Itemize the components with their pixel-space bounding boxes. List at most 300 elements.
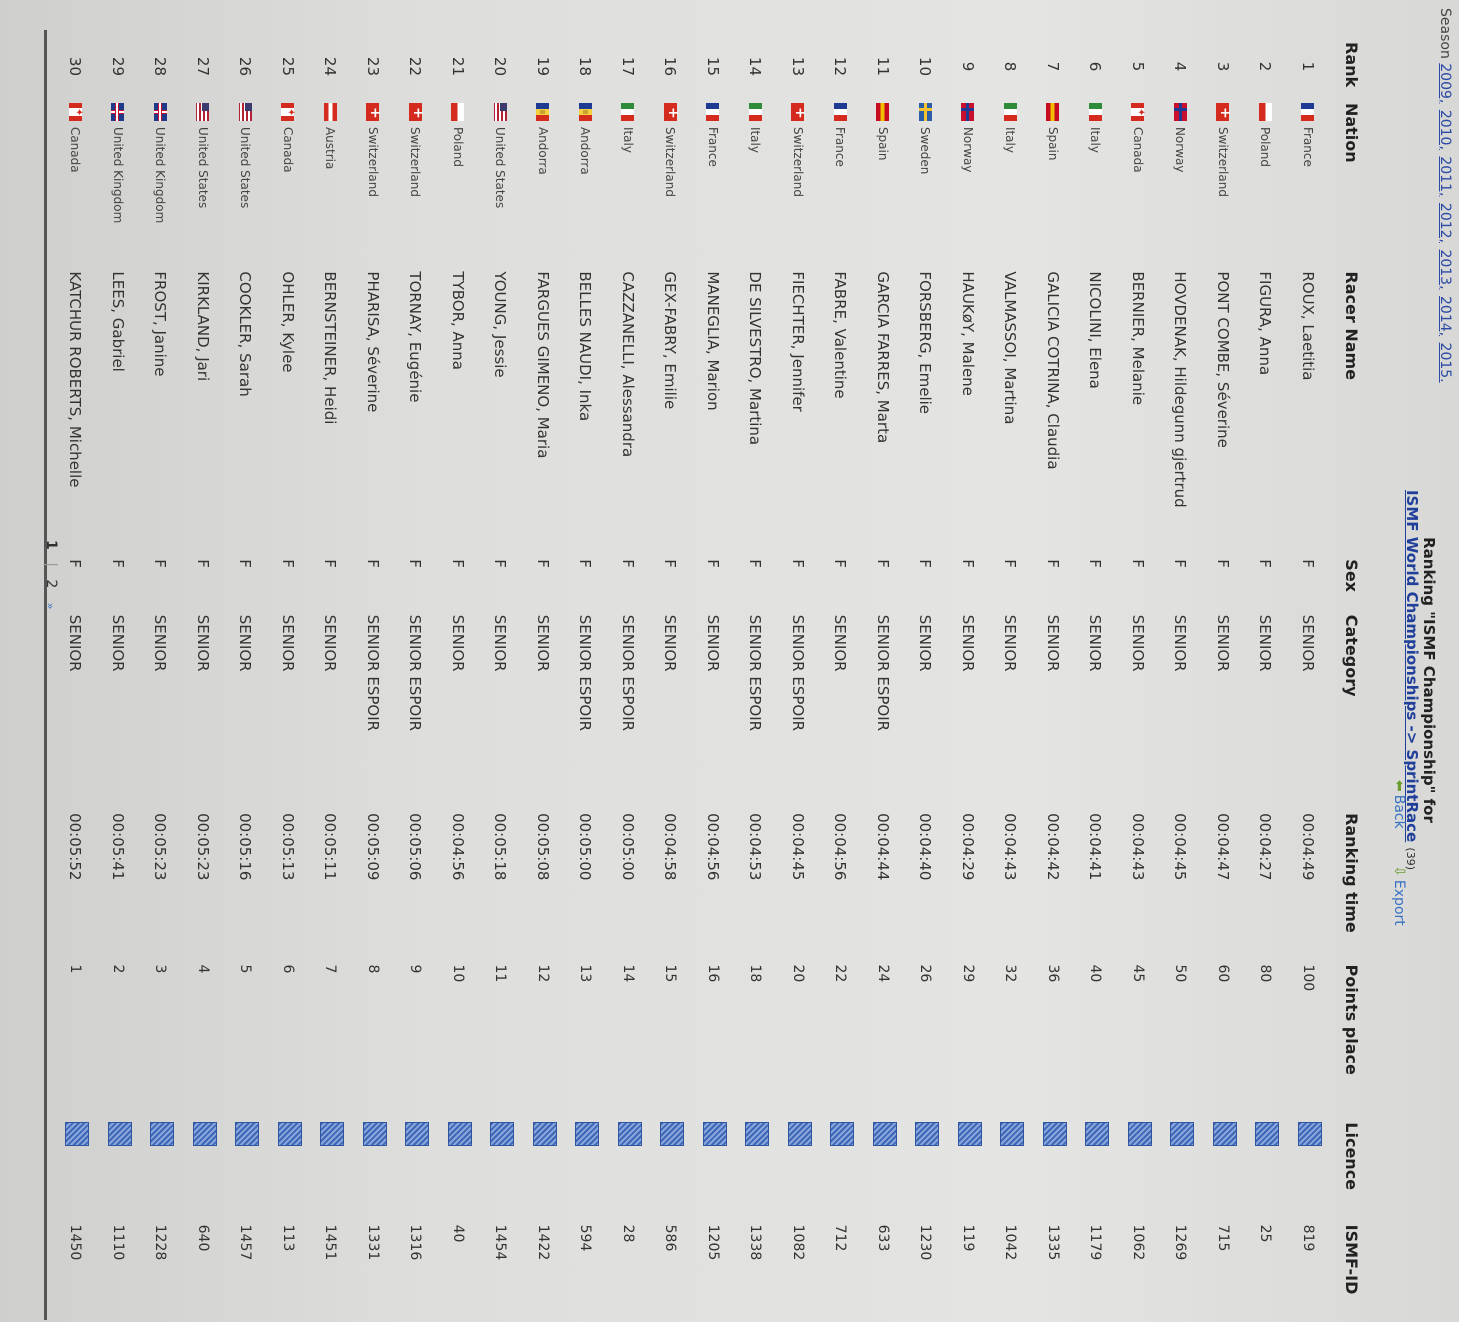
licence-icon[interactable] xyxy=(745,1122,769,1146)
sex-cell: F xyxy=(1256,559,1275,568)
table-row xyxy=(224,36,267,1304)
points-cell: 11 xyxy=(492,964,509,983)
flag-icon xyxy=(1089,103,1102,121)
licence-cell xyxy=(139,1116,182,1218)
nation-cell xyxy=(819,97,862,265)
ismf-id-cell: 633 xyxy=(874,1224,891,1252)
points-cell: 6 xyxy=(279,964,296,974)
sex-cell: F xyxy=(321,559,340,568)
table-row xyxy=(309,36,352,1304)
licence-cell xyxy=(564,1116,607,1218)
table-row xyxy=(522,36,565,1304)
licence-icon[interactable] xyxy=(1043,1122,1067,1146)
licence-cell xyxy=(1159,1116,1202,1218)
sex-cell: F xyxy=(533,559,552,568)
licence-cell xyxy=(649,1116,692,1218)
licence-cell xyxy=(1032,1116,1075,1218)
licence-cell xyxy=(607,1116,650,1218)
licence-cell xyxy=(394,1116,437,1218)
racer-name: KIRKLAND, Jari xyxy=(193,271,212,382)
rank-cell: 26 xyxy=(236,56,255,77)
flag-icon xyxy=(1259,103,1272,121)
nation-name: United States xyxy=(238,126,253,209)
flag-icon xyxy=(196,103,209,121)
sex-cell: F xyxy=(236,559,255,568)
nation-name: Switzerland xyxy=(408,126,423,197)
licence-cell xyxy=(1202,1116,1245,1218)
rank-cell: 21 xyxy=(448,56,467,77)
season-selector xyxy=(1437,8,1453,385)
ismf-id-cell: 819 xyxy=(1299,1224,1316,1252)
licence-cell xyxy=(522,1116,565,1218)
category-cell: SENIOR ESPOIR xyxy=(873,614,892,732)
racer-name: TYBOR, Anna xyxy=(448,271,467,370)
ismf-id-cell: 1042 xyxy=(1002,1224,1019,1261)
flag-icon xyxy=(876,103,889,121)
flag-icon xyxy=(749,103,762,121)
col-header-ismf-id[interactable]: ISMF-ID xyxy=(1342,1224,1362,1295)
table-row xyxy=(947,36,990,1304)
racer-name: FROST, Janine xyxy=(151,271,170,377)
ranking-time-cell: 00:05:52 xyxy=(66,813,85,881)
licence-icon[interactable] xyxy=(1170,1122,1194,1146)
racer-name: DE SILVESTRO, Martina xyxy=(746,271,765,446)
sex-cell: F xyxy=(661,559,680,568)
category-cell: SENIOR xyxy=(958,614,977,672)
rank-cell: 25 xyxy=(278,56,297,77)
ranking-table xyxy=(54,36,1375,1304)
nation-name: Poland xyxy=(450,126,465,167)
racer-name: FIGURA, Anna xyxy=(1256,271,1275,376)
points-cell: 10 xyxy=(449,964,466,983)
nation-name: Switzerland xyxy=(365,126,380,197)
category-cell: SENIOR xyxy=(66,614,85,672)
rank-cell: 1 xyxy=(1298,61,1317,72)
licence-icon[interactable] xyxy=(873,1122,897,1146)
col-header-points-place[interactable]: Points place xyxy=(1342,964,1362,1075)
ranking-time-cell: 00:05:11 xyxy=(321,813,340,881)
licence-cell xyxy=(54,1116,97,1218)
nation-cell xyxy=(1074,97,1117,265)
licence-icon[interactable] xyxy=(490,1122,514,1146)
ranking-time-cell: 00:05:16 xyxy=(236,813,255,881)
category-cell: SENIOR ESPOIR xyxy=(406,614,425,732)
racer-name: FORSBERG, Emelie xyxy=(916,271,935,415)
licence-cell xyxy=(1287,1116,1330,1218)
table-row xyxy=(54,36,97,1304)
flag-icon xyxy=(1046,103,1059,121)
licence-cell xyxy=(437,1116,480,1218)
rank-cell: 8 xyxy=(1001,61,1020,72)
sex-cell: F xyxy=(788,559,807,568)
sex-cell: F xyxy=(831,559,850,568)
col-header-licence[interactable]: Licence xyxy=(1342,1122,1362,1191)
ismf-id-cell: 1228 xyxy=(152,1224,169,1261)
points-cell: 29 xyxy=(959,964,976,983)
category-cell: SENIOR xyxy=(491,614,510,672)
nation-name: Sweden xyxy=(918,126,933,175)
rank-cell: 13 xyxy=(788,56,807,77)
category-cell: SENIOR xyxy=(1298,614,1317,672)
ismf-id-cell: 119 xyxy=(959,1224,976,1252)
result-count: (39) xyxy=(1404,847,1417,871)
licence-icon[interactable] xyxy=(1255,1122,1279,1146)
rank-cell: 24 xyxy=(321,56,340,77)
col-header-nation[interactable]: Nation xyxy=(1342,102,1362,163)
title-line-2[interactable]: ISMF World Championships -> SprintRace xyxy=(1403,489,1421,843)
racer-name: MANEGLIA, Marion xyxy=(703,271,722,411)
licence-icon[interactable] xyxy=(448,1122,472,1146)
table-row xyxy=(1202,36,1245,1304)
flag-icon xyxy=(536,103,549,121)
licence-icon[interactable] xyxy=(533,1122,557,1146)
racer-name: ROUX, Laetitia xyxy=(1298,271,1317,381)
ranking-time-cell: 00:04:43 xyxy=(1128,813,1147,881)
rank-cell: 18 xyxy=(576,56,595,77)
nation-cell xyxy=(394,97,437,265)
ranking-time-cell: 00:04:47 xyxy=(1213,813,1232,881)
licence-icon[interactable] xyxy=(235,1122,259,1146)
nation-cell xyxy=(1032,97,1075,265)
licence-icon[interactable] xyxy=(1298,1122,1322,1146)
category-cell: SENIOR xyxy=(321,614,340,672)
nation-cell xyxy=(182,97,225,265)
sex-cell: F xyxy=(916,559,935,568)
ismf-id-cell: 1179 xyxy=(1087,1224,1104,1261)
category-cell: SENIOR xyxy=(533,614,552,672)
flag-icon xyxy=(1216,103,1229,121)
licence-icon[interactable] xyxy=(660,1122,684,1146)
nation-name: Norway xyxy=(1173,126,1188,173)
licence-icon[interactable] xyxy=(320,1122,344,1146)
rank-cell: 4 xyxy=(1171,61,1190,72)
racer-name: LEES, Gabriel xyxy=(108,271,127,372)
category-cell: SENIOR xyxy=(151,614,170,672)
table-row xyxy=(862,36,905,1304)
nation-name: Andorra xyxy=(535,126,550,175)
points-cell: 22 xyxy=(832,964,849,983)
ranking-time-cell: 00:04:49 xyxy=(1298,813,1317,881)
back-label: Back xyxy=(1391,794,1407,829)
rank-cell: 7 xyxy=(1043,61,1062,72)
points-cell: 13 xyxy=(577,964,594,983)
licence-icon[interactable] xyxy=(915,1122,939,1146)
toolbar xyxy=(1391,780,1407,958)
licence-cell xyxy=(734,1116,777,1218)
page-link-2[interactable]: 2 xyxy=(43,579,59,589)
ranking-time-cell: 00:04:45 xyxy=(788,813,807,881)
ismf-id-cell: 28 xyxy=(619,1224,636,1243)
sex-cell: F xyxy=(746,559,765,568)
rank-cell: 16 xyxy=(661,56,680,77)
category-cell: SENIOR xyxy=(1171,614,1190,672)
table-row xyxy=(777,36,820,1304)
licence-icon[interactable] xyxy=(830,1122,854,1146)
category-cell: SENIOR xyxy=(448,614,467,672)
category-cell: SENIOR xyxy=(1043,614,1062,672)
nation-name: Italy xyxy=(1003,126,1018,153)
sex-cell: F xyxy=(448,559,467,568)
licence-icon[interactable] xyxy=(150,1122,174,1146)
flag-icon xyxy=(621,103,634,121)
page-current: 1 xyxy=(43,540,59,550)
flag-icon xyxy=(1301,103,1314,121)
ismf-id-cell: 1205 xyxy=(704,1224,721,1261)
ismf-id-cell: 1457 xyxy=(237,1224,254,1261)
category-cell: SENIOR ESPOIR xyxy=(746,614,765,732)
ranking-time-cell: 00:04:44 xyxy=(873,813,892,881)
nation-name: Switzerland xyxy=(1215,126,1230,197)
category-cell: SENIOR ESPOIR xyxy=(576,614,595,732)
nation-cell xyxy=(649,97,692,265)
rank-cell: 22 xyxy=(406,56,425,77)
nation-cell xyxy=(607,97,650,265)
sex-cell: F xyxy=(576,559,595,568)
category-cell: SENIOR ESPOIR xyxy=(363,614,382,732)
nation-name: Andorra xyxy=(578,126,593,175)
season-link[interactable]: 2013, xyxy=(1437,249,1453,290)
table-row xyxy=(437,36,480,1304)
category-cell: SENIOR xyxy=(1213,614,1232,672)
licence-cell xyxy=(267,1116,310,1218)
table-header xyxy=(1329,36,1375,1304)
racer-name: FARGUES GIMENO, Maria xyxy=(533,271,552,459)
ismf-id-cell: 113 xyxy=(279,1224,296,1252)
licence-icon[interactable] xyxy=(65,1122,89,1146)
season-link[interactable]: 2014, xyxy=(1437,296,1453,337)
col-header-racer-name[interactable]: Racer Name xyxy=(1342,271,1362,381)
category-cell: SENIOR xyxy=(831,614,850,672)
sex-cell: F xyxy=(1298,559,1317,568)
nation-name: United States xyxy=(195,126,210,209)
sex-cell: F xyxy=(406,559,425,568)
rank-cell: 2 xyxy=(1256,61,1275,72)
points-cell: 26 xyxy=(917,964,934,983)
nation-cell xyxy=(309,97,352,265)
rank-cell: 19 xyxy=(533,56,552,77)
nation-name: United States xyxy=(493,126,508,209)
next-page-icon[interactable]: » xyxy=(44,602,57,610)
season-link[interactable]: 2015. xyxy=(1437,342,1453,383)
nation-name: France xyxy=(1300,126,1315,167)
sex-cell: F xyxy=(193,559,212,568)
table-row xyxy=(139,36,182,1304)
nation-cell xyxy=(139,97,182,265)
pagination xyxy=(43,540,59,609)
points-cell: 80 xyxy=(1257,964,1274,983)
ismf-id-cell: 594 xyxy=(577,1224,594,1252)
ranking-time-cell: 00:05:18 xyxy=(491,813,510,881)
licence-cell xyxy=(479,1116,522,1218)
ismf-id-cell: 1331 xyxy=(364,1224,381,1261)
ismf-id-cell: 1451 xyxy=(322,1224,339,1261)
rank-cell: 29 xyxy=(108,56,127,77)
licence-icon[interactable] xyxy=(618,1122,642,1146)
racer-name: COOKLER, Sarah xyxy=(236,271,255,397)
season-link[interactable]: 2010, xyxy=(1437,109,1453,150)
table-row xyxy=(1117,36,1160,1304)
licence-cell xyxy=(1244,1116,1287,1218)
season-link[interactable]: 2012, xyxy=(1437,202,1453,243)
season-link[interactable]: 2009, xyxy=(1437,63,1453,104)
col-header-category[interactable]: Category xyxy=(1342,614,1362,697)
licence-cell xyxy=(989,1116,1032,1218)
ranking-time-cell: 00:04:42 xyxy=(1043,813,1062,881)
nation-name: United Kingdom xyxy=(153,126,168,224)
back-button[interactable] xyxy=(1391,780,1407,845)
licence-icon[interactable] xyxy=(193,1122,217,1146)
export-label: Export xyxy=(1391,879,1407,926)
rank-cell: 10 xyxy=(916,56,935,77)
points-cell: 45 xyxy=(1129,964,1146,983)
flag-icon xyxy=(1174,103,1187,121)
ranking-time-cell: 00:05:00 xyxy=(576,813,595,881)
flag-icon xyxy=(791,103,804,121)
licence-icon[interactable] xyxy=(1000,1122,1024,1146)
sex-cell: F xyxy=(278,559,297,568)
page-separator: | xyxy=(43,562,59,567)
licence-icon[interactable] xyxy=(1085,1122,1109,1146)
rank-cell: 28 xyxy=(151,56,170,77)
col-header-sex[interactable]: Sex xyxy=(1342,559,1362,592)
points-cell: 60 xyxy=(1214,964,1231,983)
col-header-ranking-time[interactable]: Ranking time xyxy=(1342,813,1362,933)
table-row xyxy=(734,36,777,1304)
flag-icon xyxy=(961,103,974,121)
licence-cell xyxy=(309,1116,352,1218)
table-row xyxy=(692,36,735,1304)
nation-cell xyxy=(1202,97,1245,265)
table-row xyxy=(1159,36,1202,1304)
sex-cell: F xyxy=(151,559,170,568)
points-cell: 100 xyxy=(1299,964,1316,992)
licence-icon[interactable] xyxy=(1128,1122,1152,1146)
category-cell: SENIOR xyxy=(278,614,297,672)
nation-cell xyxy=(692,97,735,265)
category-cell: SENIOR xyxy=(193,614,212,672)
licence-icon[interactable] xyxy=(958,1122,982,1146)
licence-cell xyxy=(692,1116,735,1218)
title-line-1: Ranking "ISMF Championship" for xyxy=(1420,537,1438,823)
licence-icon[interactable] xyxy=(108,1122,132,1146)
racer-name: GEX-FABRY, Emilie xyxy=(661,271,680,410)
ismf-id-cell: 1338 xyxy=(747,1224,764,1261)
flag-icon xyxy=(324,103,337,121)
category-cell: SENIOR ESPOIR xyxy=(618,614,637,732)
nation-cell xyxy=(54,97,97,265)
ranking-time-cell: 00:04:53 xyxy=(746,813,765,881)
ranking-time-cell: 00:04:58 xyxy=(661,813,680,881)
table-row xyxy=(989,36,1032,1304)
points-cell: 50 xyxy=(1172,964,1189,983)
racer-name: TORNAY, Eugénie xyxy=(406,271,425,403)
ranking-time-cell: 00:05:23 xyxy=(151,813,170,881)
col-header-rank[interactable]: Rank xyxy=(1342,42,1362,88)
racer-name: YOUNG, Jessie xyxy=(491,271,510,378)
nation-name: France xyxy=(705,126,720,167)
nation-name: Spain xyxy=(1045,126,1060,161)
ismf-id-cell: 1450 xyxy=(67,1224,84,1261)
racer-name: KATCHUR ROBERTS, Michelle xyxy=(66,271,85,488)
nation-name: Italy xyxy=(620,126,635,153)
licence-icon[interactable] xyxy=(405,1122,429,1146)
sex-cell: F xyxy=(1128,559,1147,568)
sex-cell: F xyxy=(1001,559,1020,568)
season-link[interactable]: 2011, xyxy=(1437,156,1453,197)
nation-name: Canada xyxy=(1130,126,1145,173)
category-cell: SENIOR xyxy=(1128,614,1147,672)
flag-icon xyxy=(494,103,507,121)
table-row xyxy=(97,36,140,1304)
table-row xyxy=(394,36,437,1304)
nation-cell xyxy=(564,97,607,265)
export-button[interactable] xyxy=(1391,865,1407,942)
points-cell: 5 xyxy=(237,964,254,974)
ranking-time-cell: 00:05:00 xyxy=(618,813,637,881)
licence-icon[interactable] xyxy=(575,1122,599,1146)
flag-icon xyxy=(409,103,422,121)
racer-name: GARCIA FARRES, Marta xyxy=(873,271,892,444)
flag-icon xyxy=(366,103,379,121)
ranking-time-cell: 00:04:41 xyxy=(1086,813,1105,881)
nation-name: Switzerland xyxy=(790,126,805,197)
ranking-time-cell: 00:05:09 xyxy=(363,813,382,881)
nation-cell xyxy=(97,97,140,265)
sex-cell: F xyxy=(1086,559,1105,568)
racer-name: GALICIA COTRINA, Claudia xyxy=(1043,271,1062,470)
table-row xyxy=(904,36,947,1304)
sex-cell: F xyxy=(363,559,382,568)
flag-icon xyxy=(69,103,82,121)
table-row xyxy=(1287,36,1330,1304)
ranking-time-cell: 00:05:23 xyxy=(193,813,212,881)
rank-cell: 9 xyxy=(958,61,977,72)
export-arrow-icon: ⇩ xyxy=(1391,865,1407,877)
nation-name: United Kingdom xyxy=(110,126,125,224)
nation-cell xyxy=(989,97,1032,265)
nation-cell xyxy=(267,97,310,265)
nation-name: Norway xyxy=(960,126,975,173)
rank-cell: 15 xyxy=(703,56,722,77)
licence-icon[interactable] xyxy=(363,1122,387,1146)
licence-icon[interactable] xyxy=(1213,1122,1237,1146)
racer-name: PONT COMBE, Séverine xyxy=(1213,271,1232,448)
sex-cell: F xyxy=(1171,559,1190,568)
nation-cell xyxy=(437,97,480,265)
nation-name: Italy xyxy=(748,126,763,153)
licence-cell xyxy=(777,1116,820,1218)
licence-icon[interactable] xyxy=(278,1122,302,1146)
licence-icon[interactable] xyxy=(703,1122,727,1146)
licence-cell xyxy=(819,1116,862,1218)
racer-name: VALMASSOI, Martina xyxy=(1001,271,1020,425)
sex-cell: F xyxy=(491,559,510,568)
nation-cell xyxy=(1117,97,1160,265)
racer-name: FABRE, Valentine xyxy=(831,271,850,399)
licence-cell xyxy=(97,1116,140,1218)
points-cell: 2 xyxy=(109,964,126,974)
table-row xyxy=(182,36,225,1304)
racer-name: CAZZANELLI, Alessandra xyxy=(618,271,637,458)
rank-cell: 30 xyxy=(66,56,85,77)
licence-icon[interactable] xyxy=(788,1122,812,1146)
ranking-time-cell: 00:05:08 xyxy=(533,813,552,881)
flag-icon xyxy=(664,103,677,121)
flag-icon xyxy=(919,103,932,121)
ismf-id-cell: 1230 xyxy=(917,1224,934,1261)
rank-cell: 17 xyxy=(618,56,637,77)
racer-name: FIECHTER, Jennifer xyxy=(788,271,807,412)
